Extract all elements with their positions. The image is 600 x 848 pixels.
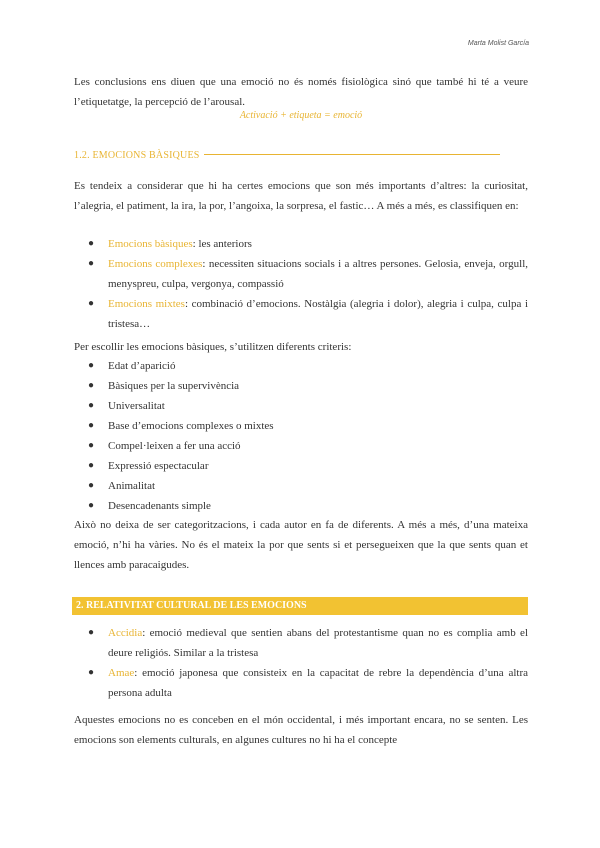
bullet-icon: ● [88, 627, 95, 638]
criterion: Expressió espectacular [108, 460, 209, 472]
list-item [74, 496, 528, 516]
criteria-intro: Per escollir les emocions bàsiques, s’utilitzen diferents criteris: [74, 341, 352, 353]
bullet-icon: ● [88, 238, 95, 249]
section-heading-text: 2. RELATIVITAT CULTURAL DE LES EMOCIONS [76, 600, 307, 611]
criterion: Edat d’aparició [108, 360, 176, 372]
list-item [74, 254, 528, 294]
bullet-icon: ● [88, 258, 95, 269]
criterion: Compel·leixen a fer una acció [108, 440, 241, 452]
author-name: Marta Molist García [467, 40, 529, 47]
term: Emocions complexes [108, 258, 203, 270]
bullet-icon: ● [88, 420, 95, 431]
formula: Activació + etiqueta = emoció [239, 110, 363, 121]
criterion: Base d’emocions complexes o mixtes [108, 420, 274, 432]
term-description: : necessiten situacions socials i a altres persones. Gelosia, enveja, orgull, menyspreu, culpa, vergonya, compassió [108, 258, 528, 290]
basic-emotions-closing: Això no deixa de ser categoritzacions, i cada autor en fa de diferents. A més a més, d’una mateixa emoció, n’hi ha vàries. No és el mateix la por que sents si et persegueixen que la que sents quan et llences amb paracaigudes. [74, 519, 528, 571]
emotion-types-list [74, 234, 528, 334]
intro-paragraph: Les conclusions ens diuen que una emoció no és només fisiològica sinó que també hi té a veure l’etiquetatge, la percepció de l’arousal. [74, 76, 528, 108]
list-item [74, 476, 528, 496]
bullet-icon: ● [88, 380, 95, 391]
bullet-icon: ● [88, 360, 95, 371]
criterion: Universalitat [108, 400, 165, 412]
term-description: : les anteriors [192, 238, 252, 250]
criterion: Desencadenants simple [108, 500, 211, 512]
bullet-icon: ● [88, 460, 95, 471]
term: Amae [108, 667, 135, 679]
criteria-list [74, 356, 528, 516]
term-description: : emoció medieval que sentien abans del protestantisme quan no es complia amb el deure religiós. Similar a la tristesa [108, 627, 528, 659]
cultural-closing: Aquestes emocions no es conceben en el món occidental, i més important encara, no se senten. Les emocions son elements culturals, en algunes cultures no hi ha el concepte [74, 714, 528, 746]
bullet-icon: ● [88, 400, 95, 411]
section-heading-bar [72, 597, 528, 615]
term: Emocions bàsiques [108, 238, 193, 250]
criterion: Bàsiques per la supervivència [108, 380, 240, 392]
list-item [74, 436, 528, 456]
list-item [74, 396, 528, 416]
list-item [74, 356, 528, 376]
section-heading-basic-emotions [74, 150, 528, 161]
list-item [74, 416, 528, 436]
list-item [74, 456, 528, 476]
bullet-icon: ● [88, 480, 95, 491]
bullet-icon: ● [88, 667, 95, 678]
heading-rule [204, 154, 500, 155]
bullet-icon: ● [88, 500, 95, 511]
basic-emotions-intro: Es tendeix a considerar que hi ha certes emocions que son més importants d’altres: la curiositat, l’alegria, el patiment, la ira, la por, l’angoixa, la sorpresa, el fastic… A més a més, es classifiquen en: [74, 180, 528, 212]
list-item [74, 663, 528, 703]
bullet-icon: ● [88, 298, 95, 309]
list-item [74, 623, 528, 663]
term: Accidia [108, 627, 143, 639]
list-item [74, 294, 528, 334]
list-item [74, 234, 528, 254]
cultural-emotions-list [74, 623, 528, 703]
term-description: : emoció japonesa que consisteix en la capacitat de rebre la dependència d’una altra persona adulta [108, 667, 528, 699]
bullet-icon: ● [88, 440, 95, 451]
section-heading-text: 1.2. EMOCIONS BÀSIQUES [74, 150, 200, 161]
term: Emocions mixtes [108, 298, 185, 310]
list-item [74, 376, 528, 396]
term-description: : combinació d’emocions. Nostàlgia (alegria i dolor), alegria i culpa, culpa i tristesa… [108, 298, 528, 330]
criterion: Animalitat [108, 480, 156, 492]
